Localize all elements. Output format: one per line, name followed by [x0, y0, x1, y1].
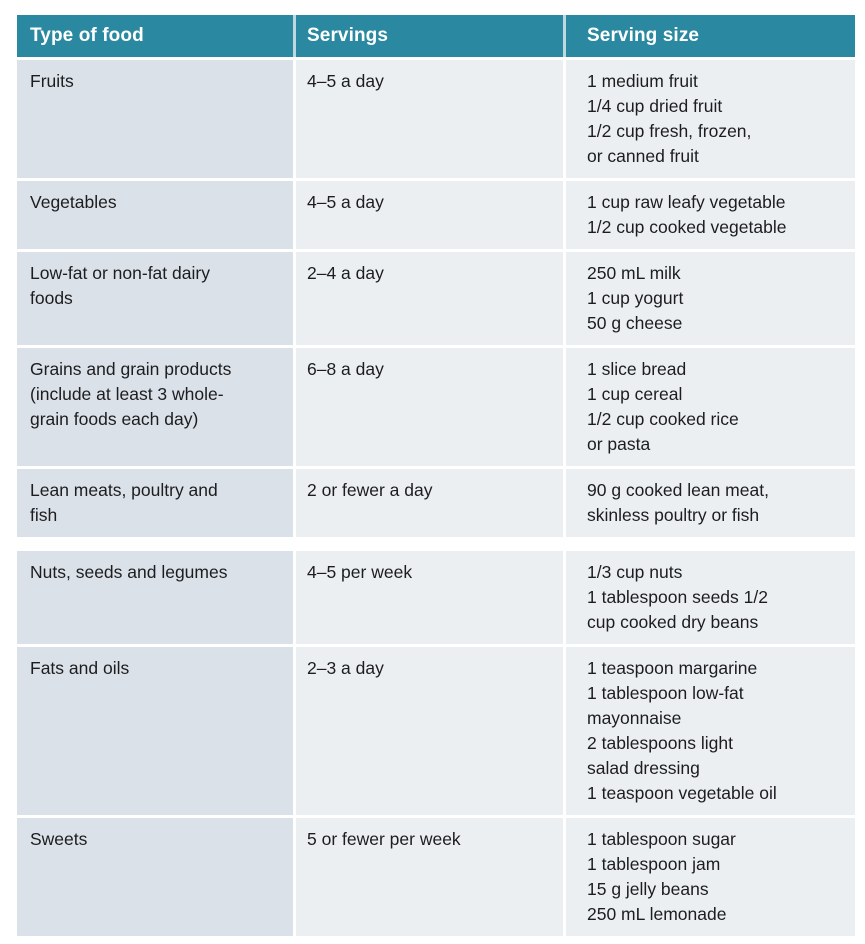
- cell-type-of-food: [17, 348, 293, 466]
- cell-text-line: 1 tablespoon jam: [587, 854, 721, 874]
- cell-type-of-food: [17, 469, 293, 537]
- table-header-row: [17, 15, 855, 57]
- table-row: [17, 252, 855, 345]
- cell-text-line: skinless poultry or fish: [587, 505, 760, 525]
- cell-text-line: 2 tablespoons light: [587, 733, 733, 753]
- cell-text-line: Grains and grain products: [30, 359, 232, 379]
- cell-text-line: Fats and oils: [30, 658, 130, 678]
- cell-text-line: 1 cup raw leafy vegetable: [587, 192, 786, 212]
- table-row: [17, 348, 855, 466]
- cell-serving-size: [566, 469, 855, 537]
- cell-text-line: 1 cup yogurt: [587, 288, 684, 308]
- cell-text-line: 1 teaspoon vegetable oil: [587, 783, 777, 803]
- table-row: [17, 469, 855, 537]
- cell-servings: [296, 181, 563, 249]
- table-row: [17, 551, 855, 644]
- cell-text-line: 1 tablespoon low-fat: [587, 683, 744, 703]
- cell-servings: [296, 469, 563, 537]
- cell-text-line: 1/2 cup fresh, frozen,: [587, 121, 752, 141]
- cell-type-of-food: [17, 818, 293, 936]
- cell-text-line: 6–8 a day: [307, 359, 384, 379]
- cell-serving-size: [566, 818, 855, 936]
- food-servings-table: [17, 15, 855, 936]
- cell-text-line: 15 g jelly beans: [587, 879, 709, 899]
- cell-text-line: 2 or fewer a day: [307, 480, 433, 500]
- cell-text-line: Fruits: [30, 71, 74, 91]
- cell-text-line: Lean meats, poultry and: [30, 480, 218, 500]
- cell-text-line: 50 g cheese: [587, 313, 683, 333]
- cell-serving-size: [566, 647, 855, 815]
- cell-serving-size: [566, 181, 855, 249]
- cell-text-line: foods: [30, 288, 73, 308]
- cell-text-line: (include at least 3 whole-: [30, 384, 224, 404]
- cell-text-line: or canned fruit: [587, 146, 699, 166]
- cell-text-line: Low-fat or non-fat dairy: [30, 263, 210, 283]
- cell-type-of-food: [17, 551, 293, 644]
- cell-text-line: or pasta: [587, 434, 651, 454]
- column-header-servings: Servings: [296, 15, 563, 57]
- table-row: [17, 647, 855, 815]
- cell-text-line: 2–4 a day: [307, 263, 384, 283]
- cell-text-line: 1 tablespoon seeds 1/2: [587, 587, 768, 607]
- cell-text-line: 250 mL lemonade: [587, 904, 727, 924]
- table-row: [17, 60, 855, 178]
- table-row: [17, 818, 855, 936]
- cell-text-line: Sweets: [30, 829, 88, 849]
- column-header-type-of-food: Type of food: [17, 15, 293, 57]
- cell-text-line: 4–5 per week: [307, 562, 413, 582]
- cell-type-of-food: [17, 60, 293, 178]
- cell-type-of-food: [17, 647, 293, 815]
- column-header-serving-size: Serving size: [566, 15, 855, 57]
- cell-text-line: 5 or fewer per week: [307, 829, 461, 849]
- cell-text-line: Vegetables: [30, 192, 117, 212]
- cell-text-line: 250 mL milk: [587, 263, 681, 283]
- cell-text-line: 90 g cooked lean meat,: [587, 480, 769, 500]
- cell-text-line: 1/2 cup cooked rice: [587, 409, 739, 429]
- cell-text-line: 2–3 a day: [307, 658, 384, 678]
- cell-text-line: mayonnaise: [587, 708, 682, 728]
- cell-text-line: cup cooked dry beans: [587, 612, 759, 632]
- cell-type-of-food: [17, 181, 293, 249]
- cell-text-line: 1 teaspoon margarine: [587, 658, 758, 678]
- cell-serving-size: [566, 60, 855, 178]
- cell-serving-size: [566, 348, 855, 466]
- cell-serving-size: [566, 252, 855, 345]
- cell-text-line: 1/3 cup nuts: [587, 562, 683, 582]
- cell-servings: [296, 252, 563, 345]
- cell-text-line: 1 cup cereal: [587, 384, 683, 404]
- cell-servings: [296, 348, 563, 466]
- cell-serving-size: [566, 551, 855, 644]
- table-body: [17, 60, 855, 936]
- cell-servings: [296, 647, 563, 815]
- cell-text-line: 4–5 a day: [307, 71, 384, 91]
- cell-text-line: salad dressing: [587, 758, 700, 778]
- cell-text-line: 4–5 a day: [307, 192, 384, 212]
- cell-servings: [296, 551, 563, 644]
- cell-text-line: grain foods each day): [30, 409, 199, 429]
- cell-text-line: 1 medium fruit: [587, 71, 698, 91]
- cell-type-of-food: [17, 252, 293, 345]
- cell-text-line: 1/4 cup dried fruit: [587, 96, 723, 116]
- cell-text-line: Nuts, seeds and legumes: [30, 562, 228, 582]
- cell-text-line: 1/2 cup cooked vegetable: [587, 217, 787, 237]
- cell-text-line: 1 tablespoon sugar: [587, 829, 736, 849]
- cell-servings: [296, 818, 563, 936]
- cell-servings: [296, 60, 563, 178]
- table-row: [17, 181, 855, 249]
- cell-text-line: 1 slice bread: [587, 359, 687, 379]
- cell-text-line: fish: [30, 505, 58, 525]
